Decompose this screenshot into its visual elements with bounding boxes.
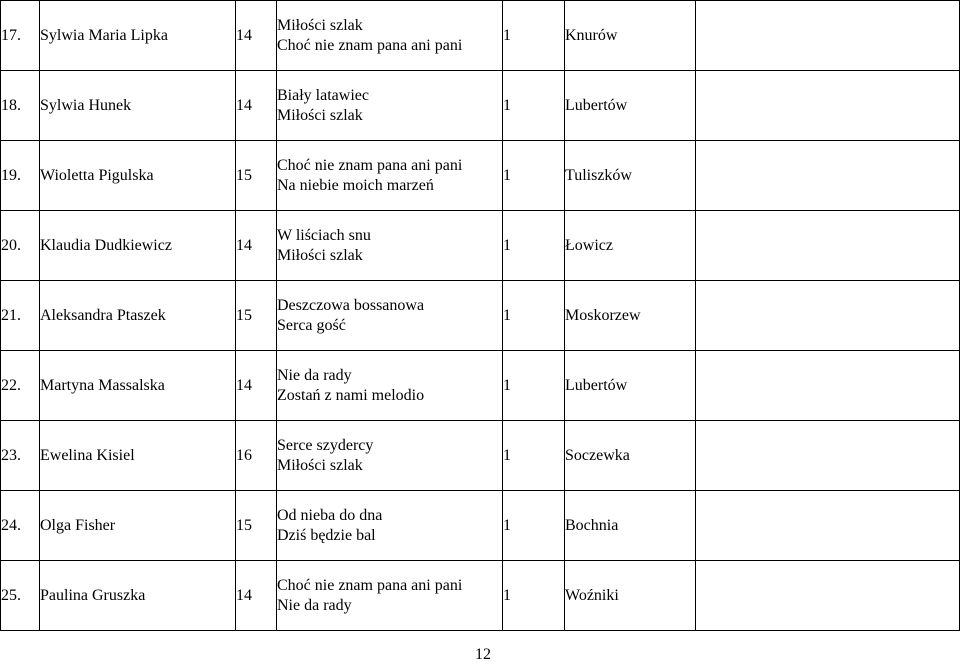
participant-count: 1 <box>503 561 565 631</box>
row-number: 25. <box>1 561 40 631</box>
participant-town: Lubertów <box>565 71 696 141</box>
song-title: Choć nie znam pana ani pani <box>277 36 463 54</box>
participant-count: 1 <box>503 351 565 421</box>
song-title: Nie da rady <box>277 596 352 614</box>
participant-count: 1 <box>503 141 565 211</box>
participant-name: Paulina Gruszka <box>40 561 236 631</box>
participant-age: 14 <box>236 351 277 421</box>
participant-town: Lubertów <box>565 351 696 421</box>
participant-age: 14 <box>236 211 277 281</box>
participant-name: Sylwia Maria Lipka <box>40 1 236 71</box>
participant-town: Soczewka <box>565 421 696 491</box>
song-title: Serce szydercy <box>277 436 374 454</box>
song-title: Miłości szlak <box>277 456 363 474</box>
empty-cell <box>696 71 960 141</box>
participant-name: Ewelina Kisiel <box>40 421 236 491</box>
participant-town: Moskorzew <box>565 281 696 351</box>
song-titles <box>277 561 503 631</box>
empty-cell <box>696 281 960 351</box>
participant-count: 1 <box>503 281 565 351</box>
participant-town: Woźniki <box>565 561 696 631</box>
song-titles <box>277 491 503 561</box>
participant-town: Bochnia <box>565 491 696 561</box>
participant-name: Klaudia Dudkiewicz <box>40 211 236 281</box>
participant-name: Sylwia Hunek <box>40 71 236 141</box>
participant-town: Knurów <box>565 1 696 71</box>
table-row <box>1 141 960 211</box>
table-row <box>1 71 960 141</box>
song-titles <box>277 211 503 281</box>
participant-count: 1 <box>503 71 565 141</box>
song-titles <box>277 421 503 491</box>
table-row <box>1 421 960 491</box>
row-number: 24. <box>1 491 40 561</box>
empty-cell <box>696 1 960 71</box>
participant-age: 15 <box>236 491 277 561</box>
participant-town: Tuliszków <box>565 141 696 211</box>
song-title: Dziś będzie bal <box>277 526 376 544</box>
row-number: 23. <box>1 421 40 491</box>
song-titles <box>277 281 503 351</box>
empty-cell <box>696 211 960 281</box>
table-row <box>1 211 960 281</box>
participant-count: 1 <box>503 421 565 491</box>
song-title: Miłości szlak <box>277 16 363 34</box>
song-titles <box>277 141 503 211</box>
participant-name: Aleksandra Ptaszek <box>40 281 236 351</box>
song-title: Choć nie znam pana ani pani <box>277 156 463 174</box>
participant-age: 14 <box>236 71 277 141</box>
participant-age: 14 <box>236 1 277 71</box>
empty-cell <box>696 561 960 631</box>
row-number: 20. <box>1 211 40 281</box>
empty-cell <box>696 421 960 491</box>
participant-age: 15 <box>236 141 277 211</box>
participant-count: 1 <box>503 211 565 281</box>
participant-town: Łowicz <box>565 211 696 281</box>
song-title: Zostań z nami melodio <box>277 386 425 404</box>
song-title: W liściach snu <box>277 226 371 244</box>
song-title: Od nieba do dna <box>277 506 383 524</box>
empty-cell <box>696 351 960 421</box>
row-number: 17. <box>1 1 40 71</box>
participant-count: 1 <box>503 1 565 71</box>
participant-age: 16 <box>236 421 277 491</box>
page-number: 12 <box>475 646 491 663</box>
participant-name: Olga Fisher <box>40 491 236 561</box>
table-row <box>1 281 960 351</box>
row-number: 18. <box>1 71 40 141</box>
song-title: Deszczowa bossanowa <box>277 296 425 314</box>
row-number: 22. <box>1 351 40 421</box>
row-number: 21. <box>1 281 40 351</box>
participant-name: Wioletta Pigulska <box>40 141 236 211</box>
participant-name: Martyna Massalska <box>40 351 236 421</box>
song-title: Miłości szlak <box>277 106 363 124</box>
participant-count: 1 <box>503 491 565 561</box>
song-titles <box>277 351 503 421</box>
participant-age: 14 <box>236 561 277 631</box>
row-number: 19. <box>1 141 40 211</box>
participant-age: 15 <box>236 281 277 351</box>
empty-cell <box>696 141 960 211</box>
song-title: Nie da rady <box>277 366 352 384</box>
song-titles <box>277 71 503 141</box>
song-titles <box>277 1 503 71</box>
participants-table-body <box>1 1 960 631</box>
empty-cell <box>696 491 960 561</box>
table-row <box>1 351 960 421</box>
song-title: Choć nie znam pana ani pani <box>277 576 463 594</box>
table-row <box>1 1 960 71</box>
song-title: Na niebie moich marzeń <box>277 176 434 194</box>
song-title: Serca gość <box>277 316 346 334</box>
table-row <box>1 491 960 561</box>
table-row <box>1 561 960 631</box>
song-title: Biały latawiec <box>277 86 369 104</box>
song-title: Miłości szlak <box>277 246 363 264</box>
